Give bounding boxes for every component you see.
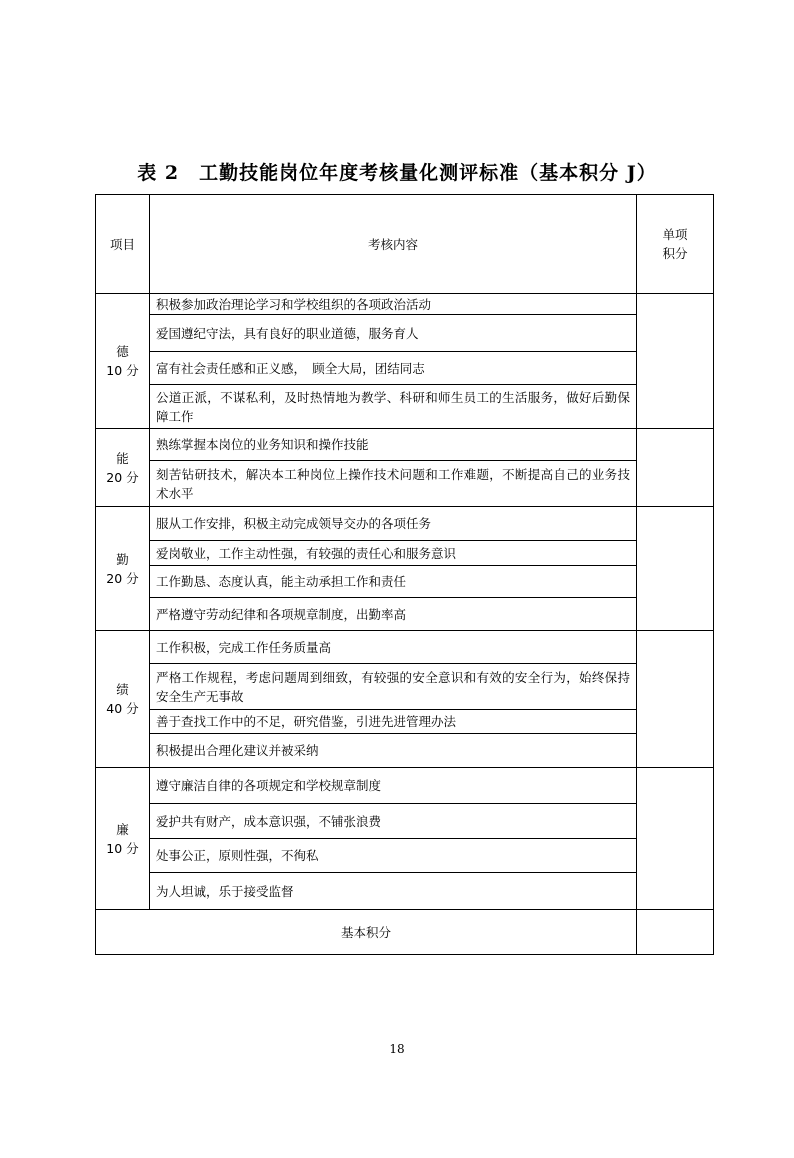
category-cell — [96, 768, 150, 910]
table-row — [96, 461, 714, 507]
basic-score-label: 基本积分 — [96, 910, 637, 955]
criterion-item: 爱岗敬业，工作主动性强，有较强的责任心和服务意识 — [150, 541, 637, 566]
category-name: 德 — [116, 344, 129, 359]
criterion-item: 处事公正，原则性强，不徇私 — [150, 839, 637, 873]
criterion-item: 熟练掌握本岗位的业务知识和操作技能 — [150, 429, 637, 461]
criterion-item: 为人坦诚，乐于接受监督 — [150, 873, 637, 910]
table-header-row — [96, 195, 714, 294]
criterion-item: 爱国遵纪守法，具有良好的职业道德，服务育人 — [150, 315, 637, 352]
table-row — [96, 352, 714, 385]
criterion-item: 刻苦钻研技术，解决本工种岗位上操作技术问题和工作难题，不断提高自己的业务技术水平 — [150, 461, 637, 507]
page-title: 表 2 工勤技能岗位年度考核量化测评标准（基本积分 J） — [137, 162, 657, 184]
criterion-item: 严格遵守劳动纪律和各项规章制度，出勤率高 — [150, 598, 637, 631]
category-cell — [96, 294, 150, 429]
category-name: 能 — [116, 450, 129, 466]
criterion-item: 富有社会责任感和正义感， 顾全大局，团结同志 — [150, 352, 637, 385]
table-row — [96, 839, 714, 873]
table-row — [96, 315, 714, 352]
category-points: 20 分 — [106, 570, 139, 586]
criterion-item: 工作积极，完成工作任务质量高 — [150, 631, 637, 664]
category-cell — [96, 507, 150, 631]
category-points: 20 分 — [106, 469, 139, 485]
table-footer-row — [96, 910, 714, 955]
category-points: 10 分 — [106, 363, 139, 378]
table-row — [96, 598, 714, 631]
evaluation-table — [95, 194, 714, 955]
category-name: 廉 — [116, 821, 129, 837]
category-name: 绩 — [116, 682, 129, 697]
table-row — [96, 664, 714, 710]
score-cell[interactable] — [637, 294, 714, 429]
score-cell[interactable] — [637, 631, 714, 768]
table-row — [96, 507, 714, 541]
table-row — [96, 541, 714, 566]
criterion-item: 积极提出合理化建议并被采纳 — [150, 734, 637, 768]
basic-score-cell[interactable] — [637, 910, 714, 955]
criterion-item: 公道正派，不谋私利，及时热情地为教学、科研和师生员工的生活服务，做好后勤保障工作 — [150, 385, 637, 429]
table-row — [96, 566, 714, 598]
score-cell[interactable] — [637, 768, 714, 910]
table-row — [96, 631, 714, 664]
category-points: 40 分 — [106, 701, 139, 716]
criterion-item: 善于查找工作中的不足，研究借鉴，引进先进管理办法 — [150, 710, 637, 734]
table-row — [96, 710, 714, 734]
page-number: 18 — [389, 1042, 405, 1056]
criterion-item: 遵守廉洁自律的各项规定和学校规章制度 — [150, 768, 637, 804]
table-row — [96, 768, 714, 804]
category-cell — [96, 631, 150, 768]
criterion-item: 工作勤恳、态度认真，能主动承担工作和责任 — [150, 566, 637, 598]
header-content: 考核内容 — [150, 195, 637, 294]
score-cell[interactable] — [637, 507, 714, 631]
criterion-item: 严格工作规程，考虑问题周到细致，有较强的安全意识和有效的安全行为，始终保持安全生产无事故 — [150, 664, 637, 710]
criterion-item: 爱护共有财产，成本意识强，不铺张浪费 — [150, 804, 637, 839]
score-cell[interactable] — [637, 429, 714, 507]
category-cell — [96, 429, 150, 507]
table-row — [96, 429, 714, 461]
table-row — [96, 294, 714, 315]
category-points: 10 分 — [106, 840, 139, 856]
header-project: 项目 — [96, 195, 150, 294]
criterion-item: 积极参加政治理论学习和学校组织的各项政治活动 — [150, 294, 637, 315]
table-row — [96, 385, 714, 429]
table-row — [96, 734, 714, 768]
table-row — [96, 873, 714, 910]
header-score: 单项 积分 — [637, 195, 714, 294]
table-row — [96, 804, 714, 839]
category-name: 勤 — [116, 551, 129, 567]
criterion-item: 服从工作安排，积极主动完成领导交办的各项任务 — [150, 507, 637, 541]
